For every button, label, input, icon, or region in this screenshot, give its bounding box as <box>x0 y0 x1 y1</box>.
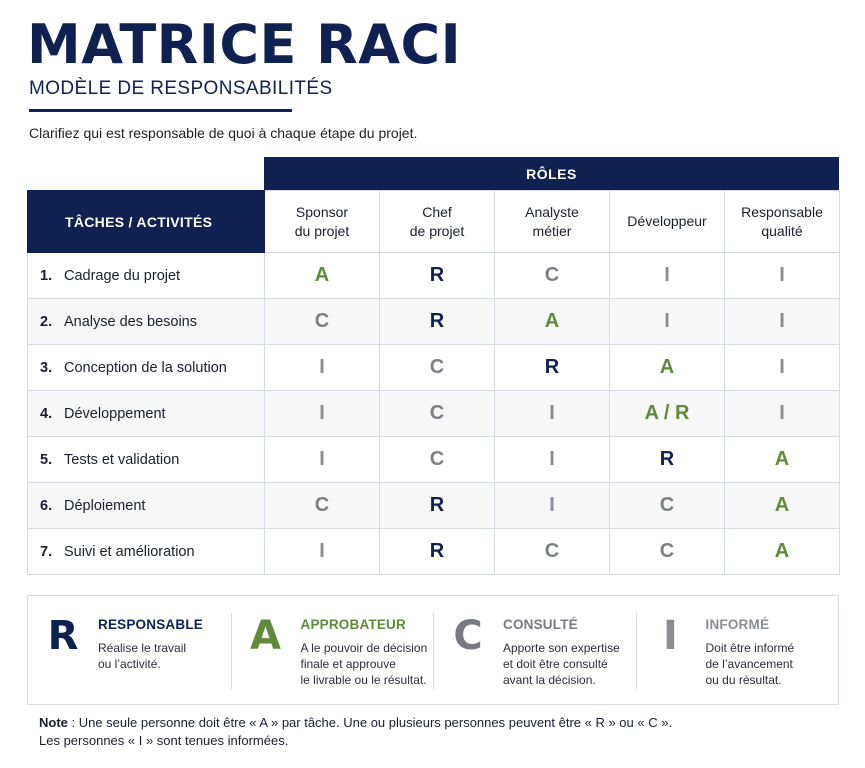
role-label: Sponsor <box>295 203 349 220</box>
legend-name: CONSULTÉ <box>503 617 578 632</box>
raci-code-cell: I <box>725 391 840 437</box>
task-cell <box>28 529 265 575</box>
note-line-2: Les personnes « I » sont tenues informées. <box>39 733 289 748</box>
raci-code-cell: C <box>380 391 495 437</box>
legend-name: APPROBATEUR <box>300 617 406 632</box>
legend-name: RESPONSABLE <box>98 617 203 632</box>
role-label: du projet <box>294 222 350 239</box>
roles-header-bar: RÔLES <box>264 157 839 190</box>
raci-code-cell: C <box>380 437 495 483</box>
raci-code-cell: I <box>265 391 380 437</box>
table-row <box>28 529 840 575</box>
table-header-row <box>28 191 840 253</box>
role-label: Responsable <box>741 203 823 220</box>
note-label: Note <box>39 715 68 730</box>
table-row <box>28 483 840 529</box>
role-header-sponsor <box>265 191 380 253</box>
raci-code-cell: A <box>725 529 840 575</box>
raci-code-cell: I <box>725 345 840 391</box>
task-number: 2. <box>40 313 53 330</box>
raci-code-cell: I <box>610 253 725 299</box>
legend-description: Doit être informé de l’avancement ou du résultat. <box>705 641 795 687</box>
task-cell <box>28 345 265 391</box>
table-row <box>28 345 840 391</box>
legend-item-consulte <box>433 596 636 704</box>
raci-code-cell: A <box>495 299 610 345</box>
raci-code-cell: C <box>495 529 610 575</box>
legend-item-responsable <box>28 596 231 704</box>
raci-code-cell: R <box>495 345 610 391</box>
raci-code-cell: A / R <box>610 391 725 437</box>
raci-code-cell: R <box>380 299 495 345</box>
task-number: 7. <box>40 543 53 560</box>
legend-item-informe <box>636 596 839 704</box>
role-label: qualité <box>761 222 803 239</box>
task-number: 6. <box>40 497 53 514</box>
raci-code-cell: I <box>265 437 380 483</box>
task-number: 4. <box>40 405 53 422</box>
legend-description: Apporte son expertise et doit être consulté avant la décision. <box>503 641 620 687</box>
task-label: Analyse des besoins <box>64 313 197 330</box>
raci-code-cell: C <box>495 253 610 299</box>
task-label: Suivi et amélioration <box>64 543 195 560</box>
legend <box>27 595 839 705</box>
task-label: Tests et validation <box>64 451 180 468</box>
raci-code-cell: R <box>610 437 725 483</box>
legend-description: A le pouvoir de décision finale et approuve le livrable ou le résultat. <box>300 641 428 687</box>
task-label: Développement <box>64 405 166 422</box>
role-header-analyste <box>495 191 610 253</box>
raci-code-cell: R <box>380 483 495 529</box>
task-column-header: TÂCHES / ACTIVITÉS <box>28 191 265 253</box>
raci-code-cell: C <box>265 299 380 345</box>
intro-text: Clarifiez qui est responsable de quoi à chaque étape du projet. <box>29 125 418 141</box>
raci-code-cell: A <box>725 437 840 483</box>
task-number: 1. <box>40 267 53 284</box>
task-label: Déploiement <box>64 497 146 514</box>
legend-description: Réalise le travail ou l’activité. <box>98 641 187 671</box>
raci-code-cell: I <box>725 253 840 299</box>
role-label: Développeur <box>627 213 707 229</box>
raci-code-cell: R <box>380 253 495 299</box>
raci-code-cell: C <box>265 483 380 529</box>
role-label: métier <box>532 222 572 239</box>
raci-code-cell: I <box>495 483 610 529</box>
raci-code-cell: I <box>265 345 380 391</box>
raci-code-cell: C <box>380 345 495 391</box>
task-label: Cadrage du projet <box>64 267 181 284</box>
raci-code-cell: R <box>380 529 495 575</box>
table-row <box>28 299 840 345</box>
task-cell <box>28 437 265 483</box>
raci-code-cell: I <box>495 391 610 437</box>
task-label: Conception de la solution <box>64 359 227 376</box>
task-number: 3. <box>40 359 53 376</box>
role-header-developpeur <box>610 191 725 253</box>
raci-code-cell: A <box>265 253 380 299</box>
page-title: MATRICE RACI <box>27 13 462 76</box>
raci-code-cell: I <box>610 299 725 345</box>
page-subtitle: MODÈLE DE RESPONSABILITÉS <box>29 78 333 99</box>
raci-code-cell: A <box>725 483 840 529</box>
raci-code-cell: I <box>495 437 610 483</box>
title-divider <box>29 109 292 112</box>
legend-letter: C <box>453 613 483 659</box>
role-header-chef <box>380 191 495 253</box>
table-row <box>28 437 840 483</box>
legend-item-approbateur <box>231 596 434 704</box>
raci-code-cell: C <box>610 529 725 575</box>
legend-letter: I <box>663 613 678 659</box>
raci-code-cell: I <box>265 529 380 575</box>
task-cell <box>28 483 265 529</box>
raci-code-cell: I <box>725 299 840 345</box>
role-label: de projet <box>409 222 465 239</box>
note-line-1: : Une seule personne doit être « A » par tâche. Une ou plusieurs personnes peuvent être « R » ou « C ». <box>67 715 673 730</box>
role-header-qualite <box>725 191 840 253</box>
role-label: Analyste <box>525 203 579 220</box>
legend-letter: R <box>47 613 79 659</box>
role-label: Chef <box>422 203 452 220</box>
raci-code-cell: C <box>610 483 725 529</box>
footnote <box>39 714 672 750</box>
legend-name: INFORMÉ <box>705 617 770 632</box>
table-row <box>28 253 840 299</box>
task-number: 5. <box>40 451 53 468</box>
raci-table <box>27 190 840 575</box>
table-row <box>28 391 840 437</box>
task-cell <box>28 253 265 299</box>
legend-letter: A <box>250 613 281 659</box>
task-cell <box>28 299 265 345</box>
raci-code-cell: A <box>610 345 725 391</box>
task-cell <box>28 391 265 437</box>
